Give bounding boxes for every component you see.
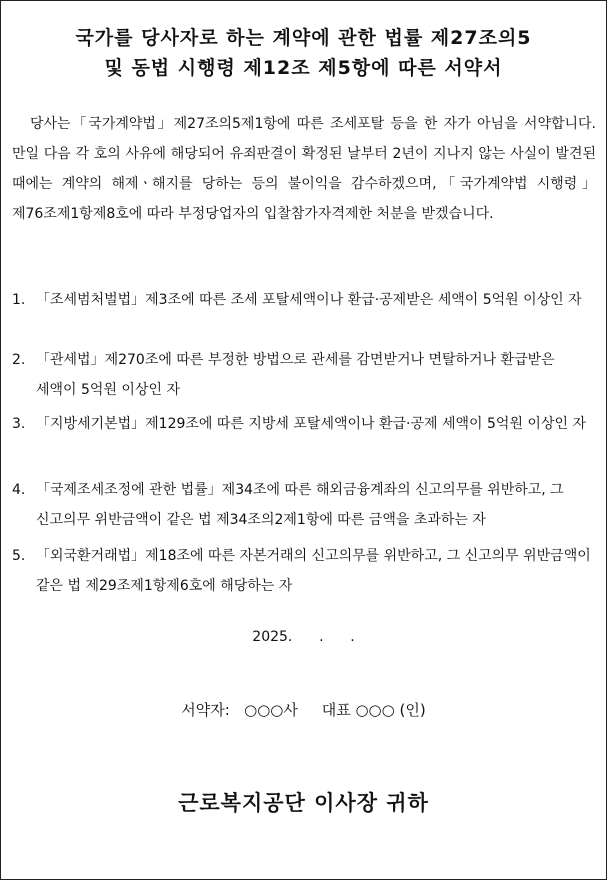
list-item <box>12 285 598 315</box>
list-item-text: 「외국환거래법」제18조에 따른 자본거래의 신고의무를 위반하고, 그 신고의무 위반금액이 같은 법 제29조제1항제6호에 해당하는 자 <box>36 548 591 594</box>
list-item-number: 2. <box>12 352 26 368</box>
list-item-text: 「관세법」제270조에 따른 부정한 방법으로 관세를 감면받거나 면탈하거나 환급받은 세액이 5억원 이상인 자 <box>36 352 555 398</box>
pledge-intro-paragraph: 당사는「국가계약법」제27조의5제1항에 따른 조세포탈 등을 한 자가 아님을 서약합니다. 만일 다음 각 호의 사유에 해당되어 유죄판결이 확정된 날부터 2년이 지나지 않는 사실이 발견된 때에는 계약의 해제ㆍ해지를 당하는 등의 불이익을 감수하겠으며,「국가계약법 시행령」제76조제1항제8호에 따라 부정당업자의 입찰참가자격제한 처분을 받겠습니다. <box>12 116 596 222</box>
list-item-text: 「지방세기본법」제129조에 따른 지방세 포탈세액이나 환급·공제 세액이 5억원 이상인 자 <box>36 416 586 432</box>
addressee: 근로복지공단 이사장 귀하 <box>178 791 429 815</box>
date-line: 2025. . . <box>252 629 355 645</box>
list-item-number: 1. <box>12 292 26 308</box>
list-item <box>12 475 598 535</box>
document-title-line-2: 및 동법 시행령 제12조 제5항에 따른 서약서 <box>104 57 503 79</box>
document-title-line-1: 국가를 당사자로 하는 계약에 관한 법률 제27조의5 <box>75 27 532 49</box>
list-item <box>12 345 598 405</box>
list-item-number: 5. <box>12 548 26 564</box>
list-item-number: 4. <box>12 482 26 498</box>
list-item-text: 「조세범처벌법」제3조에 따른 조세 포탈세액이나 환급·공제받은 세액이 5억원 이상인 자 <box>36 292 582 308</box>
list-item-number: 3. <box>12 416 26 432</box>
list-item-text: 「국제조세조정에 관한 법률」제34조에 따른 해외금융계좌의 신고의무를 위반하고, 그 신고의무 위반금액이 같은 법 제34조의2제1항에 따른 금액을 초과하는 자 <box>36 482 564 528</box>
list-item <box>12 409 598 439</box>
list-item <box>12 541 598 601</box>
signer-line: 서약자: ○○○사 대표 ○○○ (인) <box>181 701 426 719</box>
